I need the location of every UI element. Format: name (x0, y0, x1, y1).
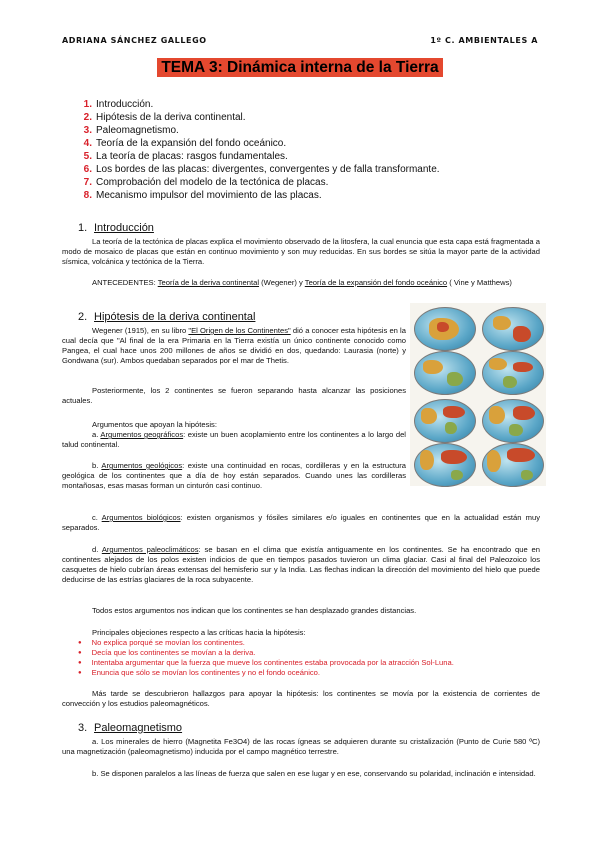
separation-paragraph: Posteriormente, los 2 continentes se fueron separando hasta alcanzar las posiciones actuales. (62, 386, 406, 405)
list-item: ● Intentaba argumentar que la fuerza que mueve los continentes estaba provocada por la atracción Sol-Luna. (80, 658, 454, 668)
argument-b-text: : existe una continuidad en rocas, cordilleras y en la estructura geológica de los continentes que a día de hoy están separados. Cuando unes las cordilleras montañosas, esas masas forman un cinturón casi continuo. (62, 461, 406, 490)
argument-a-title: Argumentos geográficos (100, 430, 184, 439)
wegener-paragraph (62, 326, 406, 366)
globe-map (482, 399, 544, 443)
toc-number: 4. (83, 138, 92, 149)
intro-paragraph: La teoría de la tectónica de placas explica el movimiento observado de la litosfera, la cual enuncia que esta capa está fragmentada a modo de mosaico de placas que están en continuo movimiento y son muy reducidas. En sus bordes se sitúa la mayor parte de la actividad sísmica, volcánica y tectónica de la Tierra. (62, 237, 540, 266)
argument-d-text: : se basan en el clima que existía antiguamente en los continentes. Se ha encontrado que en continentes alejados de los polos existen indicios de que en tiempos pasados tuvieron un clima glaciar. Casi al final del Paleozoico los casquetes de hielo cubrían áreas extensas del hemisferio sur y la India. Las flechas indican la dirección del movimiento del hielo que puede deducirse de las estrías glaciares de la roca subyacente. (62, 545, 540, 584)
toc-item (74, 163, 440, 176)
table-of-contents (74, 98, 440, 202)
header-course: 1º C. AMBIENTALES A (430, 36, 538, 45)
section-title: Paleomagnetismo (94, 722, 183, 734)
toc-label: La teoría de placas: rasgos fundamentales. (96, 151, 288, 162)
toc-number: 8. (83, 190, 92, 201)
antecedents-label: ANTECEDENTES: (92, 278, 156, 287)
toc-number: 1. (83, 99, 92, 110)
argument-c-text: : existen organismos y fósiles similares e/o iguales en continentes que en la actualidad están muy separados. (62, 513, 540, 532)
section-3-heading (78, 722, 182, 734)
list-item: ● No explica porqué se movían los continentes. (80, 638, 454, 648)
section-number: 3. (78, 722, 88, 734)
header-author: ADRIANA SÁNCHEZ GALLEGO (62, 36, 207, 45)
globe-map (414, 307, 476, 351)
book-title: "El Origen de los Continentes" (188, 326, 291, 335)
section-number: 2. (78, 311, 88, 323)
toc-item (74, 111, 440, 124)
section-2-heading (78, 311, 255, 323)
globe-map (414, 443, 476, 487)
toc-number: 5. (83, 151, 92, 162)
conclusion: Todos estos argumentos nos indican que los continentes se han desplazado grandes distancias. (92, 606, 417, 615)
toc-label: Mecanismo impulsor del movimiento de las placas. (96, 190, 322, 201)
toc-item (74, 176, 440, 189)
argument-d (62, 545, 540, 585)
toc-item (74, 189, 440, 202)
toc-label: Comprobación del modelo de la tectónica de placas. (96, 177, 329, 188)
globe-map (414, 399, 476, 443)
toc-label: Los bordes de las placas: divergentes, convergentes y de falla transformante. (96, 164, 440, 175)
argument-c-title: Argumentos biológicos (101, 513, 181, 522)
argument-b-title: Argumentos geológicos (101, 461, 183, 470)
paleomag-b: b. Se disponen paralelos a las líneas de fuerza que salen en ese lugar y en ese, conservando su polaridad, inclinación e intensidad. (92, 769, 536, 778)
globe-map (414, 351, 476, 395)
section-number: 1. (78, 222, 88, 234)
list-item: ● Decía que los continentes se movían a la deriva. (80, 648, 454, 658)
toc-item (74, 137, 440, 150)
toc-label: Teoría de la expansión del fondo oceánico. (96, 138, 287, 149)
toc-number: 6. (83, 164, 92, 175)
toc-item (74, 124, 440, 137)
toc-label: Hipótesis de la deriva continental. (96, 112, 246, 123)
argument-d-label: d. (92, 545, 99, 554)
argument-b (62, 461, 406, 491)
arguments-intro: Argumentos que apoyan la hipótesis: (92, 420, 217, 429)
section-1-heading (78, 222, 154, 234)
continental-drift-maps (410, 303, 546, 486)
argument-a (62, 430, 406, 450)
link-expansion: Teoría de la expansión del fondo oceánico (304, 278, 448, 287)
toc-item (74, 98, 440, 111)
antecedents-mid: (Wegener) y (261, 278, 303, 287)
page-title (0, 57, 600, 77)
antecedents-end: ( Vine y Matthews) (449, 278, 512, 287)
argument-a-text: : existe un buen acoplamiento entre los continentes a lo largo del talud continental. (62, 430, 406, 449)
toc-number: 7. (83, 177, 92, 188)
argument-c-label: c. (92, 513, 98, 522)
toc-number: 2. (83, 112, 92, 123)
wegener-text-b: dió a conocer esta hipótesis en la cual decía que "Al final de la era Primaria en la Tierra existía un único continente conocido como Pangea, el cual hace unos 200 millones de años se dividió en dos, quedando: Laurasia (norte) y Gondwana (sur). Ambos quedaban separados por el mar de Thetis. (62, 326, 406, 365)
wegener-text-a: Wegener (1915), en su libro (92, 326, 187, 335)
argument-a-label: a. (92, 430, 99, 439)
toc-label: Paleomagnetismo. (96, 125, 179, 136)
globe-map (482, 351, 544, 395)
toc-number: 3. (83, 125, 92, 136)
argument-c (62, 513, 540, 533)
argument-b-label: b. (92, 461, 99, 470)
page-title-text: TEMA 3: Dinámica interna de la Tierra (157, 58, 442, 77)
objections-list (80, 638, 454, 678)
toc-item (74, 150, 440, 163)
globe-map (482, 307, 544, 351)
objections-intro: Principales objeciones respecto a las críticas hacia la hipótesis: (92, 628, 306, 637)
section-title: Hipótesis de la deriva continental (94, 311, 256, 323)
list-item: ● Enuncia que sólo se movían los continentes y no el fondo oceánico. (80, 668, 454, 678)
antecedents (62, 278, 540, 288)
argument-d-title: Argumentos paleoclimáticos (101, 545, 199, 554)
toc-label: Introducción. (96, 99, 154, 110)
globe-map (482, 443, 544, 487)
later-findings: Más tarde se descubrieron hallazgos para apoyar la hipótesis: los continentes se movía por la existencia de corrientes de convección y los estudios paleomagnéticos. (62, 689, 540, 708)
link-deriva: Teoría de la deriva continental (157, 278, 260, 287)
paleomag-a: a. Los minerales de hierro (Magnetita Fe3O4) de las rocas ígneas se adquieren durante su cristalización (Punto de Curie 580 ºC) una magnetización (paleomagnetismo) inducida por el campo magnético terrestre. (62, 737, 540, 756)
section-title: Introducción (94, 222, 154, 234)
